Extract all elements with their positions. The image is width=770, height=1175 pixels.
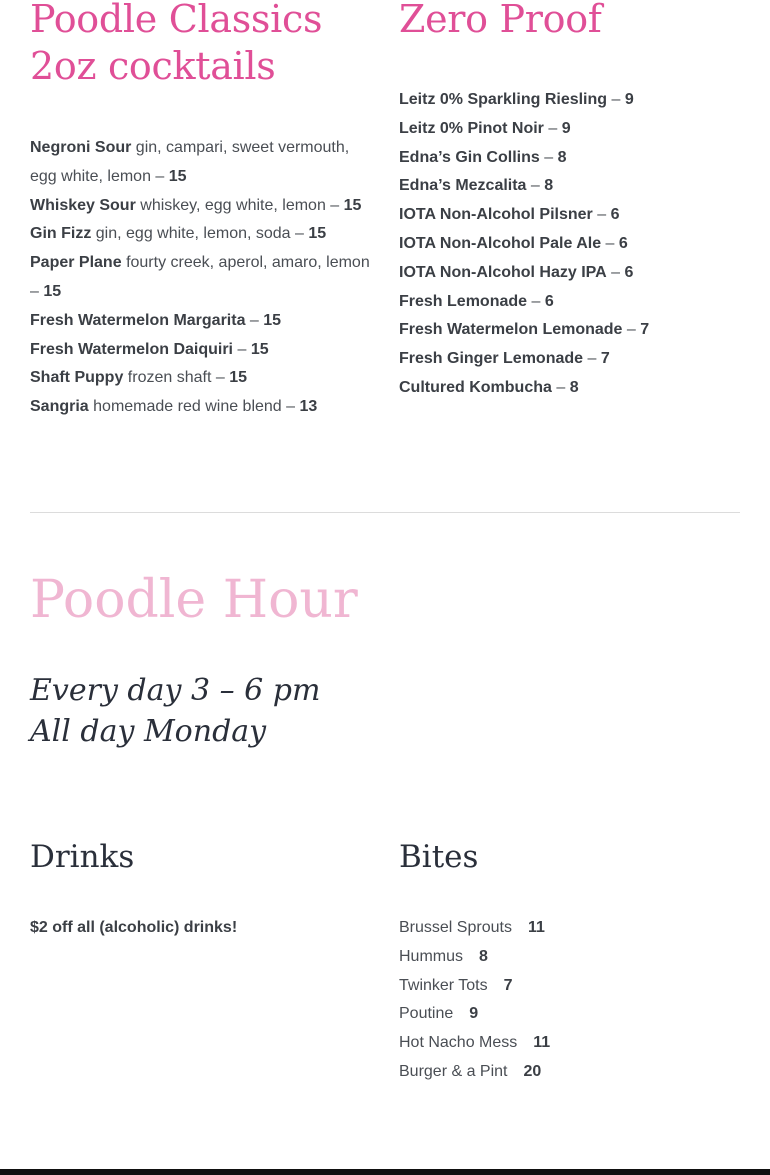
menu-item	[399, 115, 744, 144]
item-price: 8	[544, 177, 554, 195]
zero-proof-heading-text: Zero Proof	[399, 0, 602, 41]
item-description: fourty creek, aperol, amaro, lemon	[126, 254, 370, 272]
item-price: 15	[250, 340, 269, 358]
item-separator: –	[295, 225, 304, 243]
item-description: gin, egg white, lemon, soda	[95, 225, 291, 243]
item-name: Fresh Watermelon Margarita	[30, 311, 246, 329]
item-name: Fresh Watermelon Lemonade	[399, 321, 623, 339]
item-name: Cultured Kombucha	[399, 378, 552, 396]
zero-proof-heading	[399, 0, 739, 43]
menu-item	[30, 307, 375, 336]
item-price: 7	[640, 321, 650, 339]
bite-item	[399, 914, 550, 943]
menu-item	[399, 230, 744, 259]
menu-item	[30, 364, 375, 393]
menu-item	[399, 345, 744, 374]
item-name: Shaft Puppy	[30, 369, 124, 387]
item-name: Fresh Ginger Lemonade	[399, 350, 584, 368]
menu-item	[399, 288, 744, 317]
menu-item	[399, 86, 744, 115]
item-name: Edna’s Mezcalita	[399, 177, 527, 195]
item-price: 6	[610, 206, 620, 224]
item-name: Fresh Lemonade	[399, 292, 528, 310]
item-name: Negroni Sour	[30, 139, 132, 156]
item-separator: –	[530, 177, 540, 195]
item-price: 6	[618, 234, 628, 252]
menu-item	[399, 144, 744, 173]
classics-heading-line1: Poodle Classics	[30, 0, 323, 41]
item-description: frozen shaft	[127, 369, 212, 387]
item-price: 15	[263, 311, 282, 329]
section-divider	[30, 512, 740, 513]
item-name: IOTA Non-Alcohol Pale Ale	[399, 234, 602, 252]
bite-name: Twinker Tots	[399, 976, 488, 994]
item-name: IOTA Non-Alcohol Pilsner	[399, 206, 593, 224]
bite-price: 11	[533, 1034, 551, 1052]
item-description: gin, campari, sweet vermouth, egg white, lemon	[30, 139, 350, 185]
item-separator: –	[249, 311, 259, 329]
drinks-note: $2 off all (alcoholic) drinks!	[30, 919, 238, 936]
bite-item	[399, 1000, 550, 1029]
bites-heading: Bites	[399, 839, 479, 875]
poodle-hour-times-line1: Every day 3 – 6 pm	[30, 673, 321, 708]
item-name: Fresh Watermelon Daiquiri	[30, 340, 233, 358]
item-separator: –	[286, 398, 296, 416]
menu-item	[30, 134, 375, 192]
poodle-hour-heading: Poodle Hour	[30, 570, 358, 630]
zero-proof-menu-list	[399, 86, 744, 403]
classics-menu-list	[30, 134, 375, 422]
item-price: 6	[624, 263, 634, 281]
item-name: Edna’s Gin Collins	[399, 148, 540, 166]
bite-item	[399, 1029, 550, 1058]
item-name: Paper Plane	[30, 254, 122, 272]
item-price: 7	[600, 350, 610, 368]
item-name: Whiskey Sour	[30, 196, 136, 214]
menu-item	[399, 201, 744, 230]
menu-item	[30, 336, 375, 365]
menu-item	[399, 316, 744, 345]
item-price: 15	[43, 282, 62, 300]
item-price: 15	[308, 225, 327, 243]
bite-price: 7	[503, 976, 513, 994]
item-separator: –	[531, 292, 541, 310]
item-name: Leitz 0% Sparkling Riesling	[399, 91, 608, 108]
item-price: 9	[561, 119, 571, 137]
item-separator: –	[597, 206, 607, 224]
item-description: whiskey, egg white, lemon	[140, 196, 326, 214]
bite-item	[399, 972, 550, 1001]
item-separator: –	[587, 350, 597, 368]
classics-heading-line2: 2oz cocktails	[30, 44, 276, 88]
item-price: 15	[168, 167, 187, 185]
item-name: IOTA Non-Alcohol Hazy IPA	[399, 263, 607, 281]
item-separator: –	[605, 234, 615, 252]
item-separator: –	[611, 91, 621, 108]
bite-name: Hummus	[399, 947, 464, 965]
item-name: Sangria	[30, 398, 89, 416]
bite-price: 8	[479, 947, 488, 965]
item-separator: –	[611, 263, 621, 281]
menu-item	[30, 220, 375, 249]
item-separator: –	[215, 369, 225, 387]
menu-item	[30, 249, 375, 307]
item-price: 6	[544, 292, 554, 310]
item-price: 15	[229, 369, 248, 387]
bite-name: Poutine	[399, 1005, 454, 1023]
bite-name: Hot Nacho Mess	[399, 1034, 518, 1052]
footer-bar	[0, 1169, 770, 1175]
item-price: 9	[624, 91, 634, 108]
item-separator: –	[556, 378, 566, 396]
drinks-heading: Drinks	[30, 839, 135, 875]
bite-price: 9	[469, 1005, 479, 1023]
item-separator: –	[626, 321, 636, 339]
item-separator: –	[155, 167, 165, 185]
menu-item	[399, 259, 744, 288]
bite-price: 20	[523, 1062, 542, 1080]
item-separator: –	[237, 340, 247, 358]
classics-heading	[30, 0, 370, 90]
bite-name: Brussel Sprouts	[399, 919, 512, 936]
item-price: 8	[557, 148, 567, 166]
item-price: 15	[343, 196, 362, 214]
item-price: 13	[299, 398, 318, 416]
menu-item	[30, 393, 375, 422]
item-separator: –	[330, 196, 340, 214]
item-price: 8	[569, 378, 579, 396]
menu-item	[30, 192, 375, 221]
poodle-hour-times	[30, 670, 320, 752]
bite-price: 11	[527, 919, 545, 936]
item-name: Leitz 0% Pinot Noir	[399, 119, 544, 137]
bites-list	[399, 914, 550, 1087]
item-separator: –	[548, 119, 558, 137]
menu-item	[399, 172, 744, 201]
item-separator: –	[30, 282, 39, 300]
item-name: Gin Fizz	[30, 225, 92, 243]
poodle-hour-times-line2: All day Monday	[30, 714, 267, 749]
bite-name: Burger & a Pint	[399, 1062, 508, 1080]
menu-item	[399, 374, 744, 403]
item-separator: –	[544, 148, 554, 166]
bite-item	[399, 943, 550, 972]
item-description: homemade red wine blend	[93, 398, 282, 416]
bite-item	[399, 1058, 550, 1087]
